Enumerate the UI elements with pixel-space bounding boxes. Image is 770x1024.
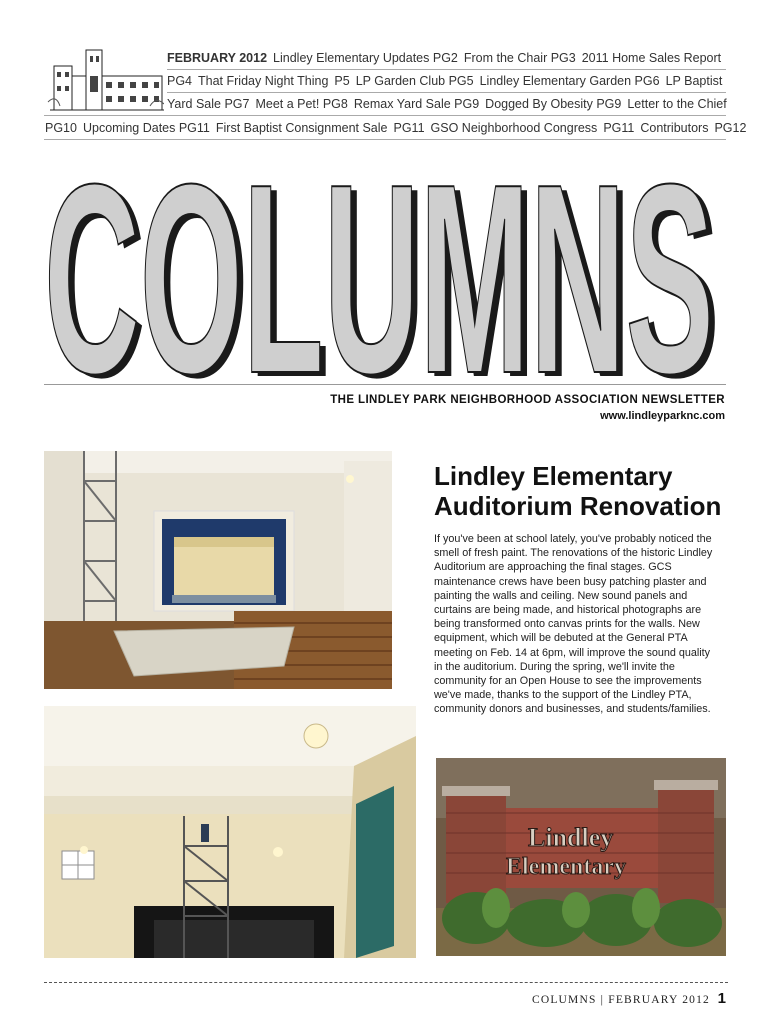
index-entry: First Baptist Consignment Sale	[215, 121, 388, 135]
school-building-logo	[46, 46, 164, 114]
index-entry: P5	[334, 74, 350, 88]
index-line-2	[167, 72, 728, 90]
index-entry: Upcoming Dates PG11	[82, 121, 210, 135]
footer-label: COLUMNS | FEBRUARY 2012	[531, 994, 710, 1006]
index-entry: Meet a Pet! PG8	[255, 97, 348, 111]
index-entry: Remax Yard Sale PG9	[353, 97, 480, 111]
index-entry: LP Garden Club PG5	[355, 74, 474, 88]
footer-divider	[44, 982, 728, 983]
index-entry: Lindley Elementary Updates PG2	[273, 51, 458, 65]
index-entry: LP Baptist	[665, 74, 723, 88]
index-entry: Contributors	[640, 121, 709, 135]
index-entry: Dogged By Obesity PG9	[485, 97, 622, 111]
masthead-title	[44, 150, 726, 382]
index-entry: Lindley Elementary Garden PG6	[479, 74, 660, 88]
article-body: If you've been at school lately, you've probably noticed the smell of fresh paint. The renovations of the historic Lindley Auditorium are approaching the final stages. GCS maintenance crews have been busy patching plaster and painting the walls and ceiling. New sound panels and curtains are being made, and historical photographs are being transformed onto canvas prints for the walls. New equipment, which will be debuted at the General PTA meeting on Feb. 14 at 6pm, will improve the sound quality in the auditorium. During the spring, we'll invite the community for an Open House to see the improvements we've made, thanks to the support of the Lindley PTA, community donors and businesses, and students/families.	[434, 533, 713, 716]
index-entry: GSO Neighborhood Congress	[430, 121, 598, 135]
index-entry: Yard Sale PG7	[167, 97, 250, 111]
page-number: 1	[717, 990, 726, 1007]
index-entry: That Friday Night Thing	[198, 74, 329, 88]
index-entry: From the Chair PG3	[463, 51, 576, 65]
index-line-1	[167, 49, 727, 67]
index-line-4	[45, 119, 752, 137]
svg-text:COLUMNS: COLUMNS	[50, 150, 720, 382]
auditorium-ceiling-photo	[44, 706, 416, 958]
website-url: www.lindleyparknc.com	[600, 410, 725, 422]
sign-text-line-1: Lindley	[528, 823, 614, 852]
index-entry: Letter to the Chief	[627, 97, 727, 111]
index-line-3	[167, 95, 733, 113]
headline-line-1: Lindley Elementary	[434, 461, 673, 491]
newsletter-tagline: THE LINDLEY PARK NEIGHBORHOOD ASSOCIATION NEWSLETTER	[330, 394, 725, 406]
index-entry: PG11	[393, 121, 425, 135]
auditorium-stage-photo	[44, 451, 392, 689]
index-entry: PG10	[45, 121, 77, 135]
school-sign-photo	[436, 758, 726, 956]
index-entry: 2011 Home Sales Report	[581, 51, 722, 65]
index-entry: PG4	[167, 74, 193, 88]
index-entry: FEBRUARY 2012	[167, 51, 268, 65]
svg-text:COLUMNS: COLUMNS	[44, 150, 714, 382]
index-entry: PG12	[714, 121, 747, 135]
sign-text-line-2: Elementary	[506, 854, 626, 880]
index-entry: PG11	[603, 121, 635, 135]
article-headline	[434, 461, 734, 521]
headline-line-2: Auditorium Renovation	[434, 491, 722, 521]
